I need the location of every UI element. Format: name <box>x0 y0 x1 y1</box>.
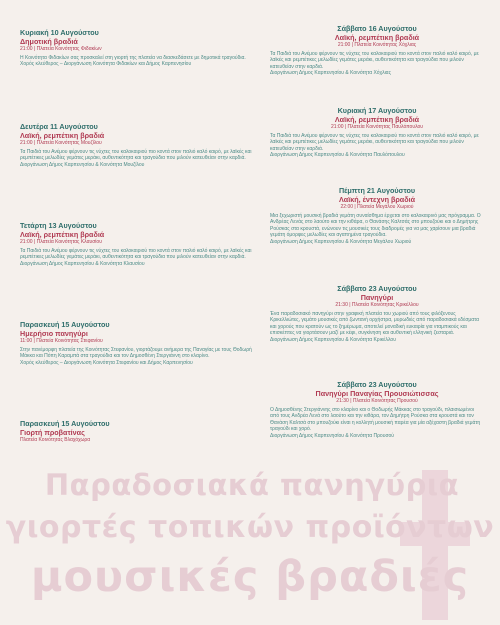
event-organizer: Διοργάνωση Δήμος Καρπενησίου & Κοινότητα Παυλόπουλου <box>270 152 405 159</box>
event-aug-15-morning <box>20 320 252 366</box>
event-organizer: Διοργάνωση Δήμος Καρπενησίου & Κοινότητα Κρικέλλου <box>270 336 396 343</box>
event-aug-11 <box>20 122 252 168</box>
event-date: Παρασκευή 15 Αυγούστου <box>20 320 110 329</box>
event-title: Πανηγύρι <box>360 293 394 302</box>
event-description: Τα Παιδιά του Ανέμου φέρνουν τις νύχτες του καλοκαιριού πιο κοντά στον παλιό καλό καιρό, με λαϊκές και ρεμπέτικες μελωδίες γεμάτες μεράκι, αυθεντικότητα και τραγούδια που μιλούν κατευθείαν στην καρδιά. <box>270 133 479 152</box>
headline-line-1: Παραδοσιακά πανηγύρια <box>44 468 460 502</box>
event-date: Τετάρτη 13 Αυγούστου <box>20 221 97 230</box>
event-title: Λαϊκή, ρεμπέτικη βραδιά <box>334 115 420 124</box>
event-description: Μια ξεχωριστή μουσική βραδιά γεμάτη συναίσθημα έρχεται στο καλοκαιρινό μας πρόγραμμα. Ο Ανδρέας Λενάς στο λαούτο και την κιθάρα, ο Θανάσης Καλτσάς στο μπουζούκι και ο Δημήτρης Ρούσκας στα κρουστά, ενώνουν τις μουσικές τους διαδρομές για να μας χαρίσουν μια βραδιά γεμάτη όμορφες μελωδίες και αγαπημένα τραγούδια. <box>270 213 481 239</box>
event-place: Πλατεία Κοινότητας Βλαχόχωρα <box>20 437 91 443</box>
event-description: Η Κοινότητα Φιδακίων σας προσκαλεί στη γιορτή της πλατεία να διασκεδάσετε με δημοτικά τραγούδια. <box>20 55 246 61</box>
event-organizer: Χορός κλεύθερος – Διοργάνωση Κοινότητα Στεφανίου και Δήμος Καρπενησίου <box>20 359 193 366</box>
event-date: Παρασκευή 15 Αυγούστου <box>20 419 110 428</box>
event-place: 22:00 | Πλατεία Μεγάλου Χωριού <box>340 204 414 210</box>
event-date: Σάββατο 16 Αυγούστου <box>337 24 417 33</box>
event-place: 21:00 | Πλατεία Κοινότητας Χόχλιας <box>337 42 417 48</box>
event-place: 21:00 | Πλατεία Κοινότητας Φιδακίων <box>20 46 102 52</box>
event-title: Λαϊκή, ρεμπέτικη βραδιά <box>20 230 105 239</box>
event-date: Δευτέρα 11 Αυγούστου <box>20 122 98 131</box>
event-title: Δημοτική βραδιά <box>20 37 78 46</box>
event-organizer: Διοργάνωση Δήμος Καρπενησίου & Κοινότητα Κλαυσίου <box>20 260 145 267</box>
event-organizer: Χορός κλεύθερος – Διοργάνωση Κοινότητα Φιδακίων και Δήμος Καρπενησίου <box>20 61 192 68</box>
event-title: Ημερήσιο πανηγύρι <box>20 329 88 338</box>
event-date: Σάββατο 23 Αυγούστου <box>337 380 417 389</box>
event-description: Τα Παιδιά του Ανέμου φέρνουν τις νύχτες του καλοκαιριού πιο κοντά στον παλιό καλό καιρό, με λαϊκές και ρεμπέτικες μελωδίες γεμάτες μεράκι, αυθεντικότητα και τραγούδια που μιλούν κατευθείαν στην καρδιά. <box>20 248 252 261</box>
event-date: Κυριακή 10 Αυγούστου <box>20 28 99 37</box>
event-date: Σάββατο 23 Αυγούστου <box>337 284 417 293</box>
event-place: 11:00 | Πλατεία Κοινότητας Στεφανίου <box>20 338 103 344</box>
event-date: Πέμπτη 21 Αυγούστου <box>338 186 416 195</box>
event-title: Λαϊκή, ρεμπέτικη βραδιά <box>20 131 105 140</box>
event-title: Πανηγύρι Παναγίας Προυσιώτισσας <box>315 389 439 398</box>
event-organizer: Διοργάνωση Δήμος Καρπενησίου & Κοινότητα Μεγάλου Χωριού <box>270 238 412 245</box>
event-place: 21:30 | Πλατεία Κοινότητας Προυσού <box>336 398 418 404</box>
event-aug-16 <box>270 24 484 77</box>
event-aug-15-lamb <box>20 419 252 446</box>
event-aug-10 <box>20 28 252 68</box>
event-title: Γιορτή προβατίνας <box>20 428 85 437</box>
event-place: 21:00 | Πλατεία Κοινότητας Μουζίλου <box>20 140 102 146</box>
event-place: 21:30 | Πλατεία Κοινότητας Κρικέλλου <box>335 302 419 308</box>
event-place: 21:00 | Πλατεία Κοινότητας Κλαυσίου <box>20 239 102 245</box>
event-title: Λαϊκή, έντεχνη βραδιά <box>338 195 415 204</box>
event-organizer: Διοργάνωση Δήμος Καρπενησίου & Κοινότητα Προυσού <box>270 432 395 439</box>
event-place: 21:00 | Πλατεία Κοινότητας Παυλόπουλου <box>330 124 424 130</box>
event-description: Στην πανέμορφη πλατεία της Κοινότητας Στεφανίου, γιορτάζουμε ανήμερα της Παναγίας με τους Θοδωρή Μάκκα και Πόπη Καραμπά στα τραγούδια και τον Δημοσθένη Στεργιάννη στο κλαρίνο. <box>20 347 252 360</box>
event-organizer: Διοργάνωση Δήμος Καρπενησίου & Κοινότητα Χόχλιας <box>270 70 391 77</box>
event-organizer: Διοργάνωση Δήμος Καρπενησίου & Κοινότητα Μουζίλου <box>20 161 145 168</box>
event-description: Τα Παιδιά του Ανέμου φέρνουν τις νύχτες του καλοκαιριού πιο κοντά στον παλιό καλό καιρό, με λαϊκές και ρεμπέτικες μελωδίες γεμάτες μεράκι, αυθεντικότητα και τραγούδια που μιλούν κατευθείαν στην καρδιά. <box>270 51 479 70</box>
event-description: Ένα παραδοσιακό πανηγύρι στην γραφική πλατεία του χωριού από τους φιλόξενους Κρικελλιώτες, γεμάτο μουσικές από ζωντανή ορχήστρα, μυρωδιές από παραδοσιακά εδέσματα και χορούς που κρατούν ως το ξημέρωμα, αποτελεί μοναδική ευκαιρία για νταμπικούς και επισκέπτες να γιορτάσουν μαζί με κέφι, συγκίνηση και αυθεντική ελληνική ζεσταριά. <box>270 311 479 337</box>
event-description: Τα Παιδιά του Ανέμου φέρνουν τις νύχτες του καλοκαιριού πιο κοντά στον παλιό καλό καιρό, με λαϊκές και ρεμπέτικες μελωδίες γεμάτες μεράκι, αυθεντικότητα και τραγούδια που μιλούν κατευθείαν στην καρδιά. <box>20 149 252 162</box>
event-aug-17 <box>270 106 484 159</box>
event-aug-13 <box>20 221 252 267</box>
headline-line-2: γιορτές τοπικών προϊόντων <box>5 510 495 545</box>
headline-line-3: μουσικές βραδιές <box>30 552 470 602</box>
event-aug-23-krikellos <box>270 284 484 343</box>
event-aug-21 <box>270 186 484 245</box>
event-date: Κυριακή 17 Αυγούστου <box>337 106 417 115</box>
event-description: Ο Δημοσθένης Στεργιάννης στο κλαρίνο και ο Θοδωρής Μάκκας στο τραγούδι, πλαισιωμένοι από τους Ανδρέα Λενά στο λαούτο και την κιθάρα, τον Δημήτρη Ρούσκα στα κρουστά και τον Θανάση Καλτσά στο μπουζούκι είναι η κολλητή μουσική παρέα για μία αξέχαστη βραδιά γεμάτη τραγούδι και χορό. <box>270 407 481 433</box>
event-title: Λαϊκή, ρεμπέτικη βραδιά <box>334 33 420 42</box>
event-aug-23-prousos <box>270 380 484 439</box>
